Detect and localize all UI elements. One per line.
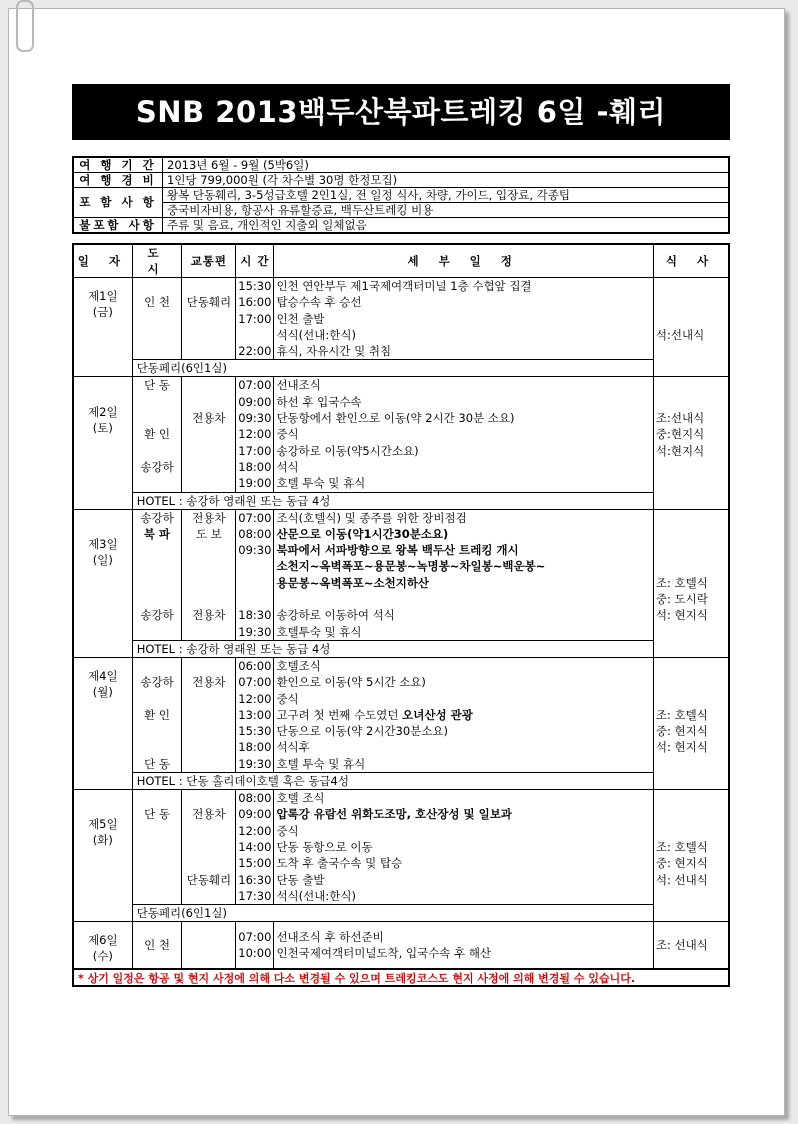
transport-cell bbox=[182, 509, 236, 640]
day-4-row bbox=[73, 657, 729, 772]
accommodation-note: HOTEL : 단동 홀리데이호텔 혹은 동급4성 bbox=[132, 773, 653, 790]
meal: 석:현지식 bbox=[655, 443, 705, 458]
time: 09:30 bbox=[238, 411, 272, 426]
time: 13:00 bbox=[238, 707, 272, 722]
time-cell bbox=[236, 377, 274, 492]
time bbox=[238, 327, 271, 343]
day-6-row bbox=[73, 922, 729, 970]
day-cell bbox=[73, 790, 132, 922]
detail: 단동 동항으로 이동 bbox=[276, 839, 373, 854]
paperclip-icon bbox=[16, 0, 34, 52]
page-title: SNB 2013백두산북파트레킹 6일 -훼리 bbox=[72, 84, 730, 140]
info-row bbox=[73, 173, 729, 188]
day-5-note bbox=[73, 905, 729, 922]
detail: 조식(호텔식) 및 종주를 위한 장비점검 bbox=[276, 510, 467, 525]
info-value: 주류 및 음료, 개인적인 지출외 일체없음 bbox=[163, 218, 730, 234]
detail-cell bbox=[274, 278, 653, 360]
time: 17:00 bbox=[238, 311, 272, 326]
day-cell bbox=[73, 278, 132, 377]
day-2-row bbox=[73, 377, 729, 492]
time: 09:00 bbox=[238, 394, 272, 409]
meal: 조: 선내식 bbox=[655, 937, 708, 952]
header-time: 시 간 bbox=[236, 244, 274, 278]
time-cell bbox=[236, 922, 274, 970]
meal-cell bbox=[653, 657, 729, 789]
transport: 전용차 bbox=[192, 510, 226, 525]
detail-cell bbox=[274, 657, 653, 772]
info-row bbox=[73, 218, 729, 234]
info-row bbox=[73, 157, 729, 173]
time: 12:00 bbox=[238, 823, 272, 838]
detail: 인천 연안부두 제1국제여객터미널 1층 수협앞 집결 bbox=[276, 279, 532, 293]
detail: 환인으로 이동(약 5시간 소요) bbox=[276, 675, 426, 690]
day-label: 제2일 bbox=[88, 404, 118, 419]
time-cell bbox=[236, 790, 274, 905]
detail: 인천국제여객터미널도착, 입국수속 후 해산 bbox=[276, 946, 492, 961]
time: 18:00 bbox=[238, 740, 272, 755]
info-key: 여 행 경 비 bbox=[73, 173, 163, 188]
city bbox=[135, 394, 180, 410]
itinerary-table bbox=[72, 243, 730, 970]
city-cell bbox=[132, 377, 182, 492]
city: 인 천 bbox=[144, 295, 170, 310]
detail: 하선 후 입국수속 bbox=[276, 394, 362, 409]
detail: 소천지~옥벽폭포~용문봉~녹명봉~차일봉~백운봉~ bbox=[276, 559, 546, 574]
city: 환 인 bbox=[144, 707, 170, 722]
header-city: 도 시 bbox=[132, 244, 182, 278]
meal bbox=[656, 294, 726, 310]
time: 18:30 bbox=[238, 608, 272, 623]
time: 19:00 bbox=[238, 476, 272, 491]
time: 12:00 bbox=[238, 427, 272, 442]
disclaimer-note: * 상기 일정은 항공 및 현지 사정에 의해 다소 변경될 수 있으며 트레킹코스도 현지 사정에 의해 변경될 수 있습니다. bbox=[72, 970, 730, 987]
accommodation-note: 단동페리(6인1실) bbox=[132, 360, 653, 377]
detail: 중식 bbox=[276, 823, 299, 838]
detail: 도착 후 출국수속 및 탑승 bbox=[276, 856, 403, 871]
time: 16:30 bbox=[238, 872, 272, 887]
meal: 중: 현지식 bbox=[655, 724, 708, 739]
accommodation-note: HOTEL : 송강하 영래원 또는 동급 4성 bbox=[132, 640, 653, 657]
meal: 석: 선내식 bbox=[655, 872, 708, 887]
meal: 석:선내식 bbox=[655, 327, 705, 342]
city-cell bbox=[132, 922, 182, 970]
detail: 호텔 투숙 및 휴식 bbox=[276, 476, 366, 491]
city: 송강하 bbox=[140, 608, 174, 623]
time: 12:00 bbox=[238, 691, 272, 706]
day-label: 제5일 bbox=[88, 817, 118, 832]
city: 송강하 bbox=[140, 459, 174, 474]
meal bbox=[656, 311, 726, 327]
transport: 전용차 bbox=[192, 608, 226, 623]
info-row bbox=[73, 188, 729, 203]
time: 17:30 bbox=[238, 888, 272, 903]
day-label: 제4일 bbox=[88, 668, 118, 683]
detail: 석식(선내:한식) bbox=[276, 888, 356, 903]
city-cell bbox=[132, 790, 182, 905]
time: 19:30 bbox=[238, 756, 272, 771]
day-of-week: (수) bbox=[92, 949, 113, 964]
city: 환 인 bbox=[144, 427, 170, 442]
info-value: 왕복 단동훼리, 3-5성급호텔 2인1실, 전 일정 식사, 차량, 가이드, 입장료, 각종팁 bbox=[163, 188, 730, 203]
time: 16:00 bbox=[238, 295, 272, 310]
day-cell bbox=[73, 377, 132, 509]
detail: 석식 bbox=[276, 459, 299, 474]
day-5-row bbox=[73, 790, 729, 905]
info-row bbox=[73, 203, 729, 218]
itinerary-header bbox=[73, 244, 729, 278]
transport-cell bbox=[182, 377, 236, 492]
transport: 단동훼리 bbox=[186, 872, 232, 887]
day-cell bbox=[73, 509, 132, 657]
time: 19:30 bbox=[238, 624, 272, 639]
time-cell bbox=[236, 278, 274, 360]
day-of-week: (토) bbox=[92, 420, 113, 435]
time: 18:00 bbox=[238, 459, 272, 474]
detail: 중식 bbox=[276, 691, 299, 706]
detail: 인천 출발 bbox=[276, 311, 325, 326]
detail bbox=[276, 707, 650, 723]
meal-cell bbox=[653, 509, 729, 657]
detail: 용문봉~옥벽폭포~소천지하산 bbox=[276, 575, 430, 590]
accommodation-note: 단동페리(6인1실) bbox=[132, 905, 653, 922]
meal: 중: 도시락 bbox=[655, 592, 708, 607]
transport-cell bbox=[182, 922, 236, 970]
info-key: 불포함 사항 bbox=[73, 218, 163, 234]
meal bbox=[656, 377, 726, 393]
meal-cell bbox=[653, 377, 729, 509]
day-3-row bbox=[73, 509, 729, 640]
detail: 호텔 투숙 및 휴식 bbox=[276, 756, 366, 771]
meal: 조: 호텔식 bbox=[655, 839, 708, 854]
detail: 선내조식 후 하선준비 bbox=[276, 929, 384, 944]
detail: 중식 bbox=[276, 427, 299, 442]
time: 10:00 bbox=[238, 946, 272, 961]
time: 08:00 bbox=[238, 791, 272, 806]
city bbox=[135, 410, 180, 426]
city: 인 천 bbox=[144, 937, 170, 952]
transport: 전용차 bbox=[192, 411, 226, 426]
meal: 조: 호텔식 bbox=[655, 707, 708, 722]
time: 15:30 bbox=[238, 279, 272, 293]
detail-cell bbox=[274, 377, 653, 492]
city: 북 파 bbox=[143, 526, 171, 541]
detail: 송강하로 이동(약5시간소요) bbox=[276, 443, 419, 458]
transport bbox=[184, 394, 233, 410]
time: 09:30 bbox=[238, 543, 272, 558]
day-of-week: (화) bbox=[92, 833, 113, 848]
detail: 휴식, 자유시간 및 취침 bbox=[276, 344, 392, 359]
detail: 압록강 유람선 위화도조망, 호산장성 및 일보과 bbox=[276, 807, 512, 822]
header-transport: 교통편 bbox=[182, 244, 236, 278]
info-value: 1인당 799,000원 (각 차수별 30명 한정모집) bbox=[163, 173, 730, 188]
detail: 탑승수속 후 승선 bbox=[276, 295, 362, 310]
time: 22:00 bbox=[238, 344, 272, 359]
transport: 전용차 bbox=[192, 675, 226, 690]
detail: 산문으로 이동(약1시간30분소요) bbox=[276, 526, 449, 541]
day-3-note bbox=[73, 640, 729, 657]
day-2-note bbox=[73, 492, 729, 509]
transport-cell bbox=[182, 278, 236, 360]
trip-info-table bbox=[72, 156, 730, 234]
city: 단 동 bbox=[144, 807, 170, 822]
day-label: 제1일 bbox=[88, 289, 118, 303]
detail-cell bbox=[274, 790, 653, 905]
meal bbox=[656, 394, 726, 410]
detail: 단동으로 이동(약 2시간30분소요) bbox=[276, 724, 448, 739]
day-of-week: (월) bbox=[92, 684, 113, 699]
detail-cell bbox=[274, 509, 653, 640]
day-1-row bbox=[73, 278, 729, 360]
time: 07:00 bbox=[238, 378, 272, 393]
meal-cell bbox=[653, 278, 729, 377]
city: 단 동 bbox=[144, 378, 170, 393]
header-day: 일 자 bbox=[73, 244, 132, 278]
transport-cell bbox=[182, 657, 236, 772]
detail: 석식후 bbox=[276, 740, 310, 755]
time: 09:00 bbox=[238, 807, 272, 822]
transport: 전용차 bbox=[192, 807, 226, 822]
meal: 조:선내식 bbox=[655, 411, 705, 426]
time: 17:00 bbox=[238, 443, 272, 458]
transport bbox=[184, 377, 233, 393]
meal: 중:현지식 bbox=[655, 427, 705, 442]
time-cell bbox=[236, 509, 274, 640]
day-of-week: (일) bbox=[92, 552, 113, 567]
city: 단 동 bbox=[144, 756, 170, 771]
detail: 북파에서 서파방향으로 왕복 백두산 트레킹 개시 bbox=[276, 543, 519, 558]
day-1-note bbox=[73, 360, 729, 377]
meal-cell bbox=[653, 790, 729, 922]
header-meal: 식 사 bbox=[653, 244, 729, 278]
detail: 선내조식 bbox=[276, 378, 321, 393]
detail: 호텔투숙 및 휴식 bbox=[276, 624, 362, 639]
detail: 단동항에서 환인으로 이동(약 2시간 30분 소요) bbox=[276, 411, 515, 426]
detail: 석식(선내:한식) bbox=[276, 327, 356, 342]
time-cell bbox=[236, 657, 274, 772]
day-label: 제6일 bbox=[88, 933, 118, 948]
time: 07:00 bbox=[238, 510, 272, 525]
meal: 석: 현지식 bbox=[655, 608, 708, 623]
info-key: 여 행 기 간 bbox=[73, 157, 163, 173]
city-cell bbox=[132, 657, 182, 772]
meal: 조: 호텔식 bbox=[655, 575, 708, 590]
detail-cell bbox=[274, 922, 653, 970]
day-of-week: (금) bbox=[92, 305, 113, 319]
transport: 단동훼리 bbox=[186, 295, 232, 310]
time: 14:00 bbox=[238, 839, 272, 854]
day-cell bbox=[73, 657, 132, 789]
info-value: 2013년 6월 - 9월 (5박6일) bbox=[163, 157, 730, 173]
time: 06:00 bbox=[238, 658, 272, 673]
time: 07:00 bbox=[238, 675, 272, 690]
city: 송강하 bbox=[140, 510, 174, 525]
detail: 단동 출발 bbox=[276, 872, 325, 887]
time: 15:00 bbox=[238, 856, 272, 871]
detail-highlight: 오녀산성 관광 bbox=[402, 707, 473, 722]
city: 송강하 bbox=[140, 675, 174, 690]
detail: 호텔 조식 bbox=[276, 791, 325, 806]
info-key: 포 함 사 항 bbox=[73, 188, 163, 218]
detail: 호텔조식 bbox=[276, 658, 321, 673]
city bbox=[135, 278, 180, 294]
city-cell bbox=[132, 278, 182, 360]
city bbox=[135, 443, 180, 459]
info-value: 중국비자비용, 항공사 유류할증료, 백두산트레킹 비용 bbox=[163, 203, 730, 218]
meal-cell bbox=[653, 922, 729, 970]
day-4-note bbox=[73, 773, 729, 790]
meal: 중: 현지식 bbox=[655, 856, 708, 871]
time: 08:00 bbox=[238, 526, 272, 541]
accommodation-note: HOTEL : 송강하 영래원 또는 동급 4성 bbox=[132, 492, 653, 509]
meal bbox=[656, 278, 726, 294]
city-cell bbox=[132, 509, 182, 640]
header-detail: 세 부 일 정 bbox=[274, 244, 653, 278]
transport-cell bbox=[182, 790, 236, 905]
transport: 도 보 bbox=[195, 526, 222, 541]
detail: 송강하로 이동하여 석식 bbox=[276, 608, 395, 623]
day-cell bbox=[73, 922, 132, 970]
transport bbox=[184, 278, 233, 294]
detail-text: 고구려 첫 번째 수도였던 bbox=[276, 707, 403, 722]
time: 15:30 bbox=[238, 724, 272, 739]
time: 07:00 bbox=[238, 929, 272, 944]
day-label: 제3일 bbox=[88, 536, 118, 551]
meal: 석: 현지식 bbox=[655, 740, 708, 755]
